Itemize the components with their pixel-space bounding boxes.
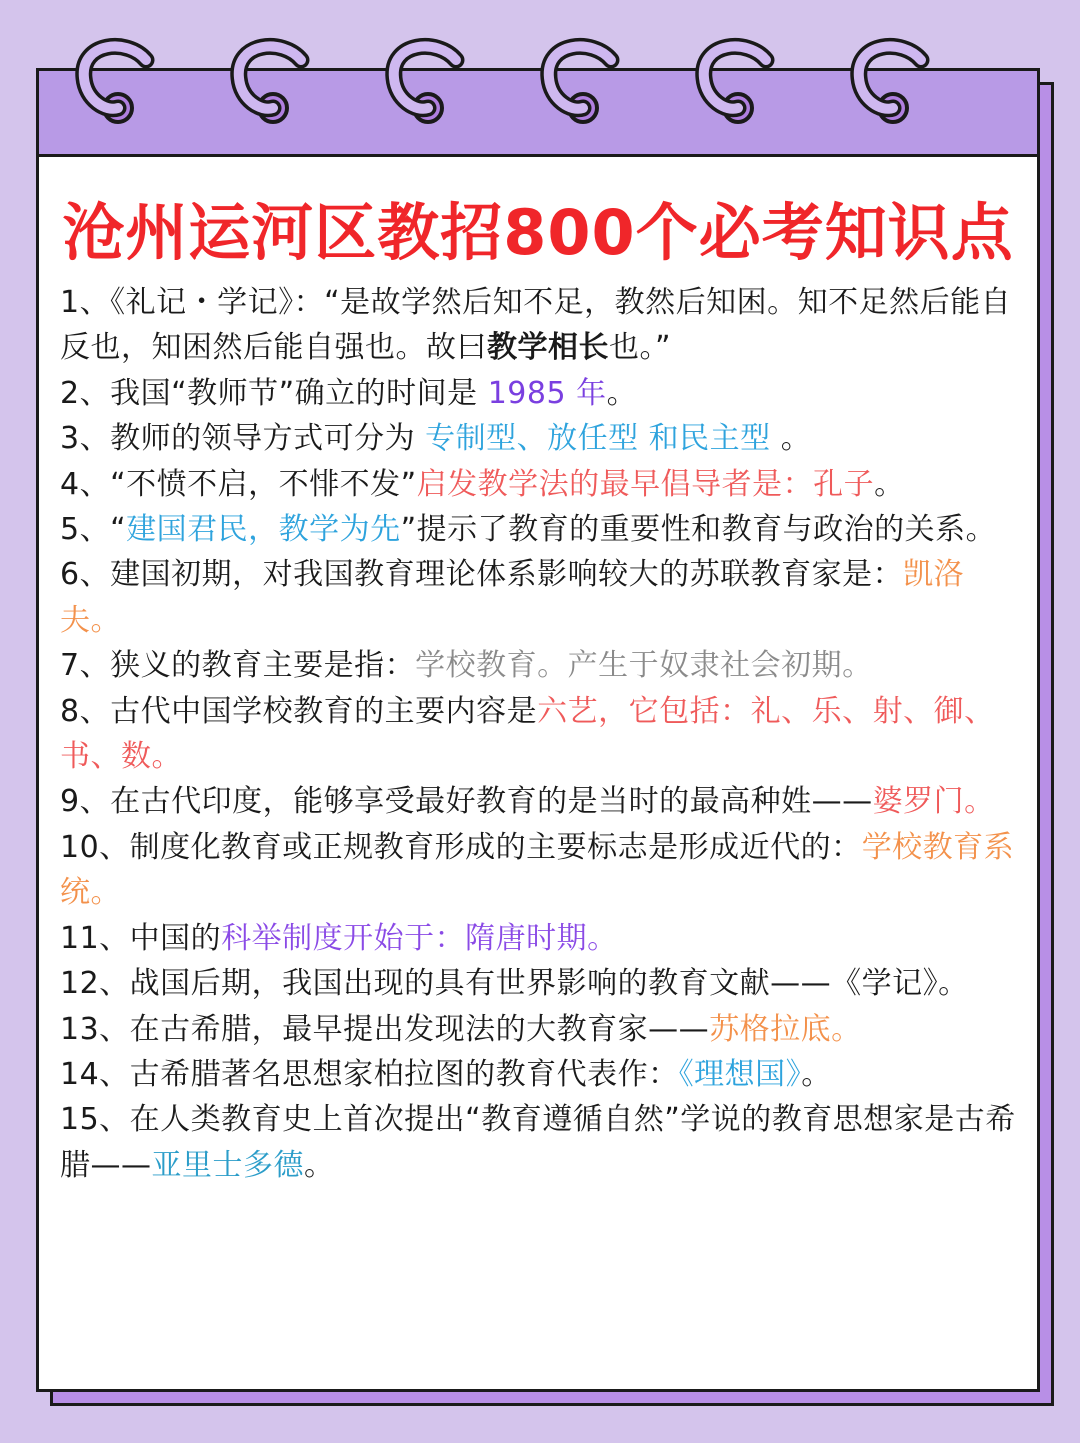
- item-text: 。: [770, 421, 812, 457]
- page-title: 沧州运河区教招800个必考知识点: [62, 196, 1014, 269]
- binder-ring-icon: [859, 46, 921, 122]
- item-text: 10、制度化教育或正规教育形成的主要标志是形成近代的：: [60, 829, 862, 865]
- list-item: [60, 961, 1020, 1006]
- item-highlight: 亚里士多德: [151, 1147, 304, 1183]
- item-text: 12、战国后期，我国出现的具有世界影响的教育文献——《学记》。: [60, 966, 969, 1002]
- item-highlight: 学校教育。产生于奴隶社会初期。: [415, 648, 873, 684]
- item-text: ”提示了教育的重要性和教育与政治的关系。: [400, 512, 997, 548]
- item-highlight: 科举制度开始于：隋唐时期。: [221, 920, 618, 956]
- binder-ring-icon: [549, 46, 611, 122]
- item-highlight: 婆罗门。: [872, 784, 995, 820]
- item-text: 6、建国初期，对我国教育理论体系影响较大的苏联教育家是：: [60, 557, 904, 593]
- binder-rings: [0, 0, 1080, 160]
- item-text: 7、狭义的教育主要是指：: [60, 648, 416, 684]
- list-item: [60, 643, 1020, 688]
- item-highlight: 凯洛夫。: [60, 557, 965, 638]
- item-highlight: 专制型、放任型 和民主型: [425, 421, 771, 457]
- list-item: [60, 280, 1020, 371]
- list-item: [60, 779, 1020, 824]
- item-highlight: 1985 年: [487, 375, 607, 411]
- item-text: 14、古希腊著名思想家柏拉图的教育代表作：: [60, 1056, 679, 1092]
- list-item: [60, 371, 1020, 416]
- item-text: 5、“: [60, 512, 127, 548]
- binder-ring-icon: [394, 46, 456, 122]
- list-item: [60, 1097, 1020, 1188]
- list-item: [60, 689, 1020, 780]
- list-item: [60, 552, 1020, 643]
- item-highlight: 六艺，它包括：礼、乐、射、御、书、数。: [60, 693, 995, 775]
- item-text: 。: [304, 1147, 335, 1183]
- item-text: 8、古代中国学校教育的主要内容是: [60, 693, 538, 729]
- item-text: 1、《礼记・学记》：“是故学然后知不足，教然后知困。知不足然后能自反也，知困然后能自强也。故曰: [60, 285, 1012, 366]
- knowledge-list: [60, 280, 1020, 1188]
- item-text: 。: [606, 375, 638, 411]
- binder-ring-icon: [84, 46, 146, 122]
- binder-ring-icon: [704, 46, 766, 122]
- item-highlight: 学校教育系统。: [60, 829, 1015, 911]
- item-highlight: 苏格拉底。: [709, 1011, 862, 1047]
- item-text: 2、我国“教师节”确立的时间是: [60, 375, 488, 411]
- list-item: [60, 1007, 1020, 1052]
- item-text: 。: [874, 466, 905, 502]
- item-highlight: 建国君民，教学为先: [126, 512, 401, 548]
- item-highlight: 教学相长: [487, 330, 609, 366]
- item-text: 9、在古代印度，能够享受最好教育的是当时的最高种姓——: [60, 784, 873, 820]
- list-item: [60, 825, 1020, 916]
- item-text: 13、在古希腊，最早提出发现法的大教育家——: [60, 1011, 710, 1047]
- item-text: 3、教师的领导方式可分为: [60, 421, 426, 457]
- item-highlight: 启发教学法的最早倡导者是：孔子: [416, 466, 875, 502]
- item-text: 4、“不愤不启，不悱不发”: [60, 466, 417, 502]
- item-text: 。: [801, 1056, 832, 1092]
- list-item: [60, 416, 1020, 461]
- list-item: [60, 462, 1020, 507]
- list-item: [60, 916, 1020, 961]
- item-highlight: 《理想国》: [678, 1056, 802, 1092]
- binder-ring-icon: [239, 46, 301, 122]
- item-text: 11、中国的: [60, 920, 222, 956]
- list-item: [60, 1052, 1020, 1097]
- item-text: 15、在人类教育史上首次提出“教育遵循自然”学说的教育思想家是古希腊——: [60, 1102, 1016, 1183]
- list-item: [60, 507, 1020, 552]
- item-text: 也。”: [609, 330, 672, 366]
